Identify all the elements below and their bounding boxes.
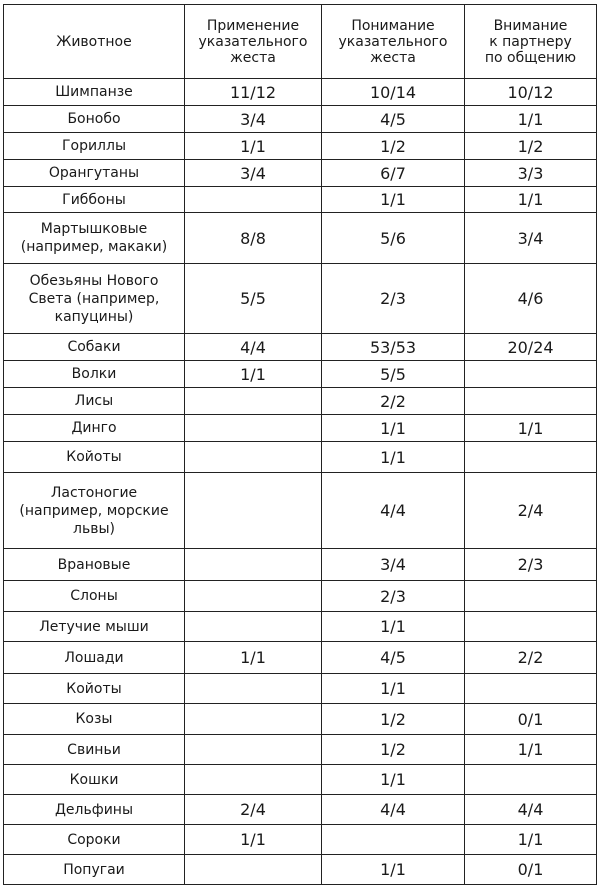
table-row — [4, 106, 597, 133]
table-row — [4, 187, 597, 213]
cell-animal: Летучие мыши — [4, 612, 185, 642]
cell-pointing-use: 3/4 — [185, 106, 322, 133]
cell-pointing-use: 1/1 — [185, 642, 322, 674]
table-row — [4, 133, 597, 160]
cell-pointing-use — [185, 473, 322, 549]
cell-animal: Мартышковые (например, макаки) — [4, 213, 185, 264]
table-row — [4, 361, 597, 388]
cell-pointing-use: 1/1 — [185, 133, 322, 160]
table-row — [4, 213, 597, 264]
cell-animal: Койоты — [4, 674, 185, 704]
cell-partner-attention — [465, 674, 597, 704]
cell-partner-attention: 0/1 — [465, 704, 597, 735]
header-pointing-use: Применение указательного жеста — [185, 5, 322, 79]
header-pointing-comprehension: Понимание указательного жеста — [322, 5, 465, 79]
cell-partner-attention: 4/6 — [465, 264, 597, 334]
header-animal: Животное — [4, 5, 185, 79]
cell-pointing-comprehension: 1/2 — [322, 133, 465, 160]
table-row — [4, 674, 597, 704]
cell-pointing-comprehension: 2/3 — [322, 581, 465, 612]
table-row — [4, 735, 597, 765]
cell-pointing-comprehension: 1/1 — [322, 674, 465, 704]
cell-pointing-use: 3/4 — [185, 160, 322, 187]
table-row — [4, 795, 597, 825]
cell-partner-attention: 1/1 — [465, 106, 597, 133]
cell-pointing-use: 8/8 — [185, 213, 322, 264]
table-row — [4, 581, 597, 612]
cell-partner-attention: 0/1 — [465, 855, 597, 885]
cell-partner-attention: 10/12 — [465, 79, 597, 106]
table-row — [4, 473, 597, 549]
cell-pointing-comprehension: 4/4 — [322, 473, 465, 549]
cell-pointing-use — [185, 674, 322, 704]
cell-pointing-comprehension: 1/1 — [322, 855, 465, 885]
cell-pointing-comprehension: 6/7 — [322, 160, 465, 187]
cell-pointing-use: 1/1 — [185, 361, 322, 388]
table-row — [4, 765, 597, 795]
cell-pointing-use: 4/4 — [185, 334, 322, 361]
cell-pointing-comprehension: 5/5 — [322, 361, 465, 388]
cell-animal: Козы — [4, 704, 185, 735]
cell-pointing-comprehension: 1/1 — [322, 442, 465, 473]
cell-pointing-use: 11/12 — [185, 79, 322, 106]
cell-pointing-use — [185, 187, 322, 213]
cell-partner-attention: 2/2 — [465, 642, 597, 674]
cell-animal: Свиньи — [4, 735, 185, 765]
cell-pointing-use — [185, 581, 322, 612]
table-row — [4, 160, 597, 187]
cell-animal: Динго — [4, 415, 185, 442]
cell-pointing-comprehension: 1/1 — [322, 415, 465, 442]
table-row — [4, 704, 597, 735]
cell-partner-attention — [465, 442, 597, 473]
cell-partner-attention — [465, 388, 597, 415]
cell-pointing-use: 1/1 — [185, 825, 322, 855]
cell-partner-attention: 1/1 — [465, 415, 597, 442]
cell-pointing-comprehension: 1/2 — [322, 704, 465, 735]
cell-partner-attention: 1/1 — [465, 187, 597, 213]
cell-animal: Врановые — [4, 549, 185, 581]
cell-animal: Гориллы — [4, 133, 185, 160]
cell-animal: Сороки — [4, 825, 185, 855]
cell-pointing-use: 5/5 — [185, 264, 322, 334]
cell-pointing-use — [185, 442, 322, 473]
cell-pointing-use — [185, 415, 322, 442]
cell-pointing-comprehension: 2/3 — [322, 264, 465, 334]
cell-pointing-use — [185, 612, 322, 642]
table-row — [4, 79, 597, 106]
cell-pointing-comprehension — [322, 825, 465, 855]
cell-animal: Лисы — [4, 388, 185, 415]
cell-partner-attention — [465, 361, 597, 388]
header-row — [4, 5, 597, 79]
table-row — [4, 825, 597, 855]
cell-pointing-comprehension: 2/2 — [322, 388, 465, 415]
table-row — [4, 442, 597, 473]
table-row — [4, 612, 597, 642]
cell-partner-attention — [465, 612, 597, 642]
cell-animal: Собаки — [4, 334, 185, 361]
cell-partner-attention: 3/3 — [465, 160, 597, 187]
table-row — [4, 415, 597, 442]
cell-partner-attention — [465, 581, 597, 612]
cell-pointing-use — [185, 765, 322, 795]
cell-animal: Дельфины — [4, 795, 185, 825]
cell-pointing-use: 2/4 — [185, 795, 322, 825]
cell-partner-attention: 20/24 — [465, 334, 597, 361]
cell-animal: Кошки — [4, 765, 185, 795]
cell-pointing-comprehension: 3/4 — [322, 549, 465, 581]
cell-animal: Бонобо — [4, 106, 185, 133]
cell-pointing-use — [185, 704, 322, 735]
table-row — [4, 549, 597, 581]
cell-animal: Обезьяны Нового Света (например, капуцины) — [4, 264, 185, 334]
cell-pointing-comprehension: 1/1 — [322, 765, 465, 795]
cell-animal: Гиббоны — [4, 187, 185, 213]
cell-pointing-comprehension: 1/1 — [322, 187, 465, 213]
table-row — [4, 855, 597, 885]
cell-animal: Волки — [4, 361, 185, 388]
cell-pointing-use — [185, 735, 322, 765]
cell-animal: Ластоногие (например, морские львы) — [4, 473, 185, 549]
cell-partner-attention — [465, 765, 597, 795]
cell-pointing-comprehension: 4/5 — [322, 642, 465, 674]
cell-pointing-comprehension: 4/5 — [322, 106, 465, 133]
cell-partner-attention: 1/2 — [465, 133, 597, 160]
cell-animal: Койоты — [4, 442, 185, 473]
table-row — [4, 388, 597, 415]
cell-pointing-comprehension: 10/14 — [322, 79, 465, 106]
table-row — [4, 642, 597, 674]
cell-partner-attention: 2/4 — [465, 473, 597, 549]
cell-pointing-use — [185, 855, 322, 885]
cell-partner-attention: 1/1 — [465, 825, 597, 855]
pointing-gesture-table — [3, 4, 597, 885]
cell-partner-attention: 1/1 — [465, 735, 597, 765]
cell-partner-attention: 4/4 — [465, 795, 597, 825]
header-partner-attention: Внимание к партнеру по общению — [465, 5, 597, 79]
cell-pointing-comprehension: 5/6 — [322, 213, 465, 264]
cell-animal: Попугаи — [4, 855, 185, 885]
cell-pointing-comprehension: 1/2 — [322, 735, 465, 765]
cell-partner-attention: 3/4 — [465, 213, 597, 264]
table-row — [4, 264, 597, 334]
cell-animal: Лошади — [4, 642, 185, 674]
cell-pointing-comprehension: 1/1 — [322, 612, 465, 642]
cell-pointing-use — [185, 388, 322, 415]
cell-pointing-comprehension: 53/53 — [322, 334, 465, 361]
cell-animal: Шимпанзе — [4, 79, 185, 106]
cell-animal: Слоны — [4, 581, 185, 612]
cell-pointing-use — [185, 549, 322, 581]
table-row — [4, 334, 597, 361]
cell-animal: Орангутаны — [4, 160, 185, 187]
cell-pointing-comprehension: 4/4 — [322, 795, 465, 825]
cell-partner-attention: 2/3 — [465, 549, 597, 581]
